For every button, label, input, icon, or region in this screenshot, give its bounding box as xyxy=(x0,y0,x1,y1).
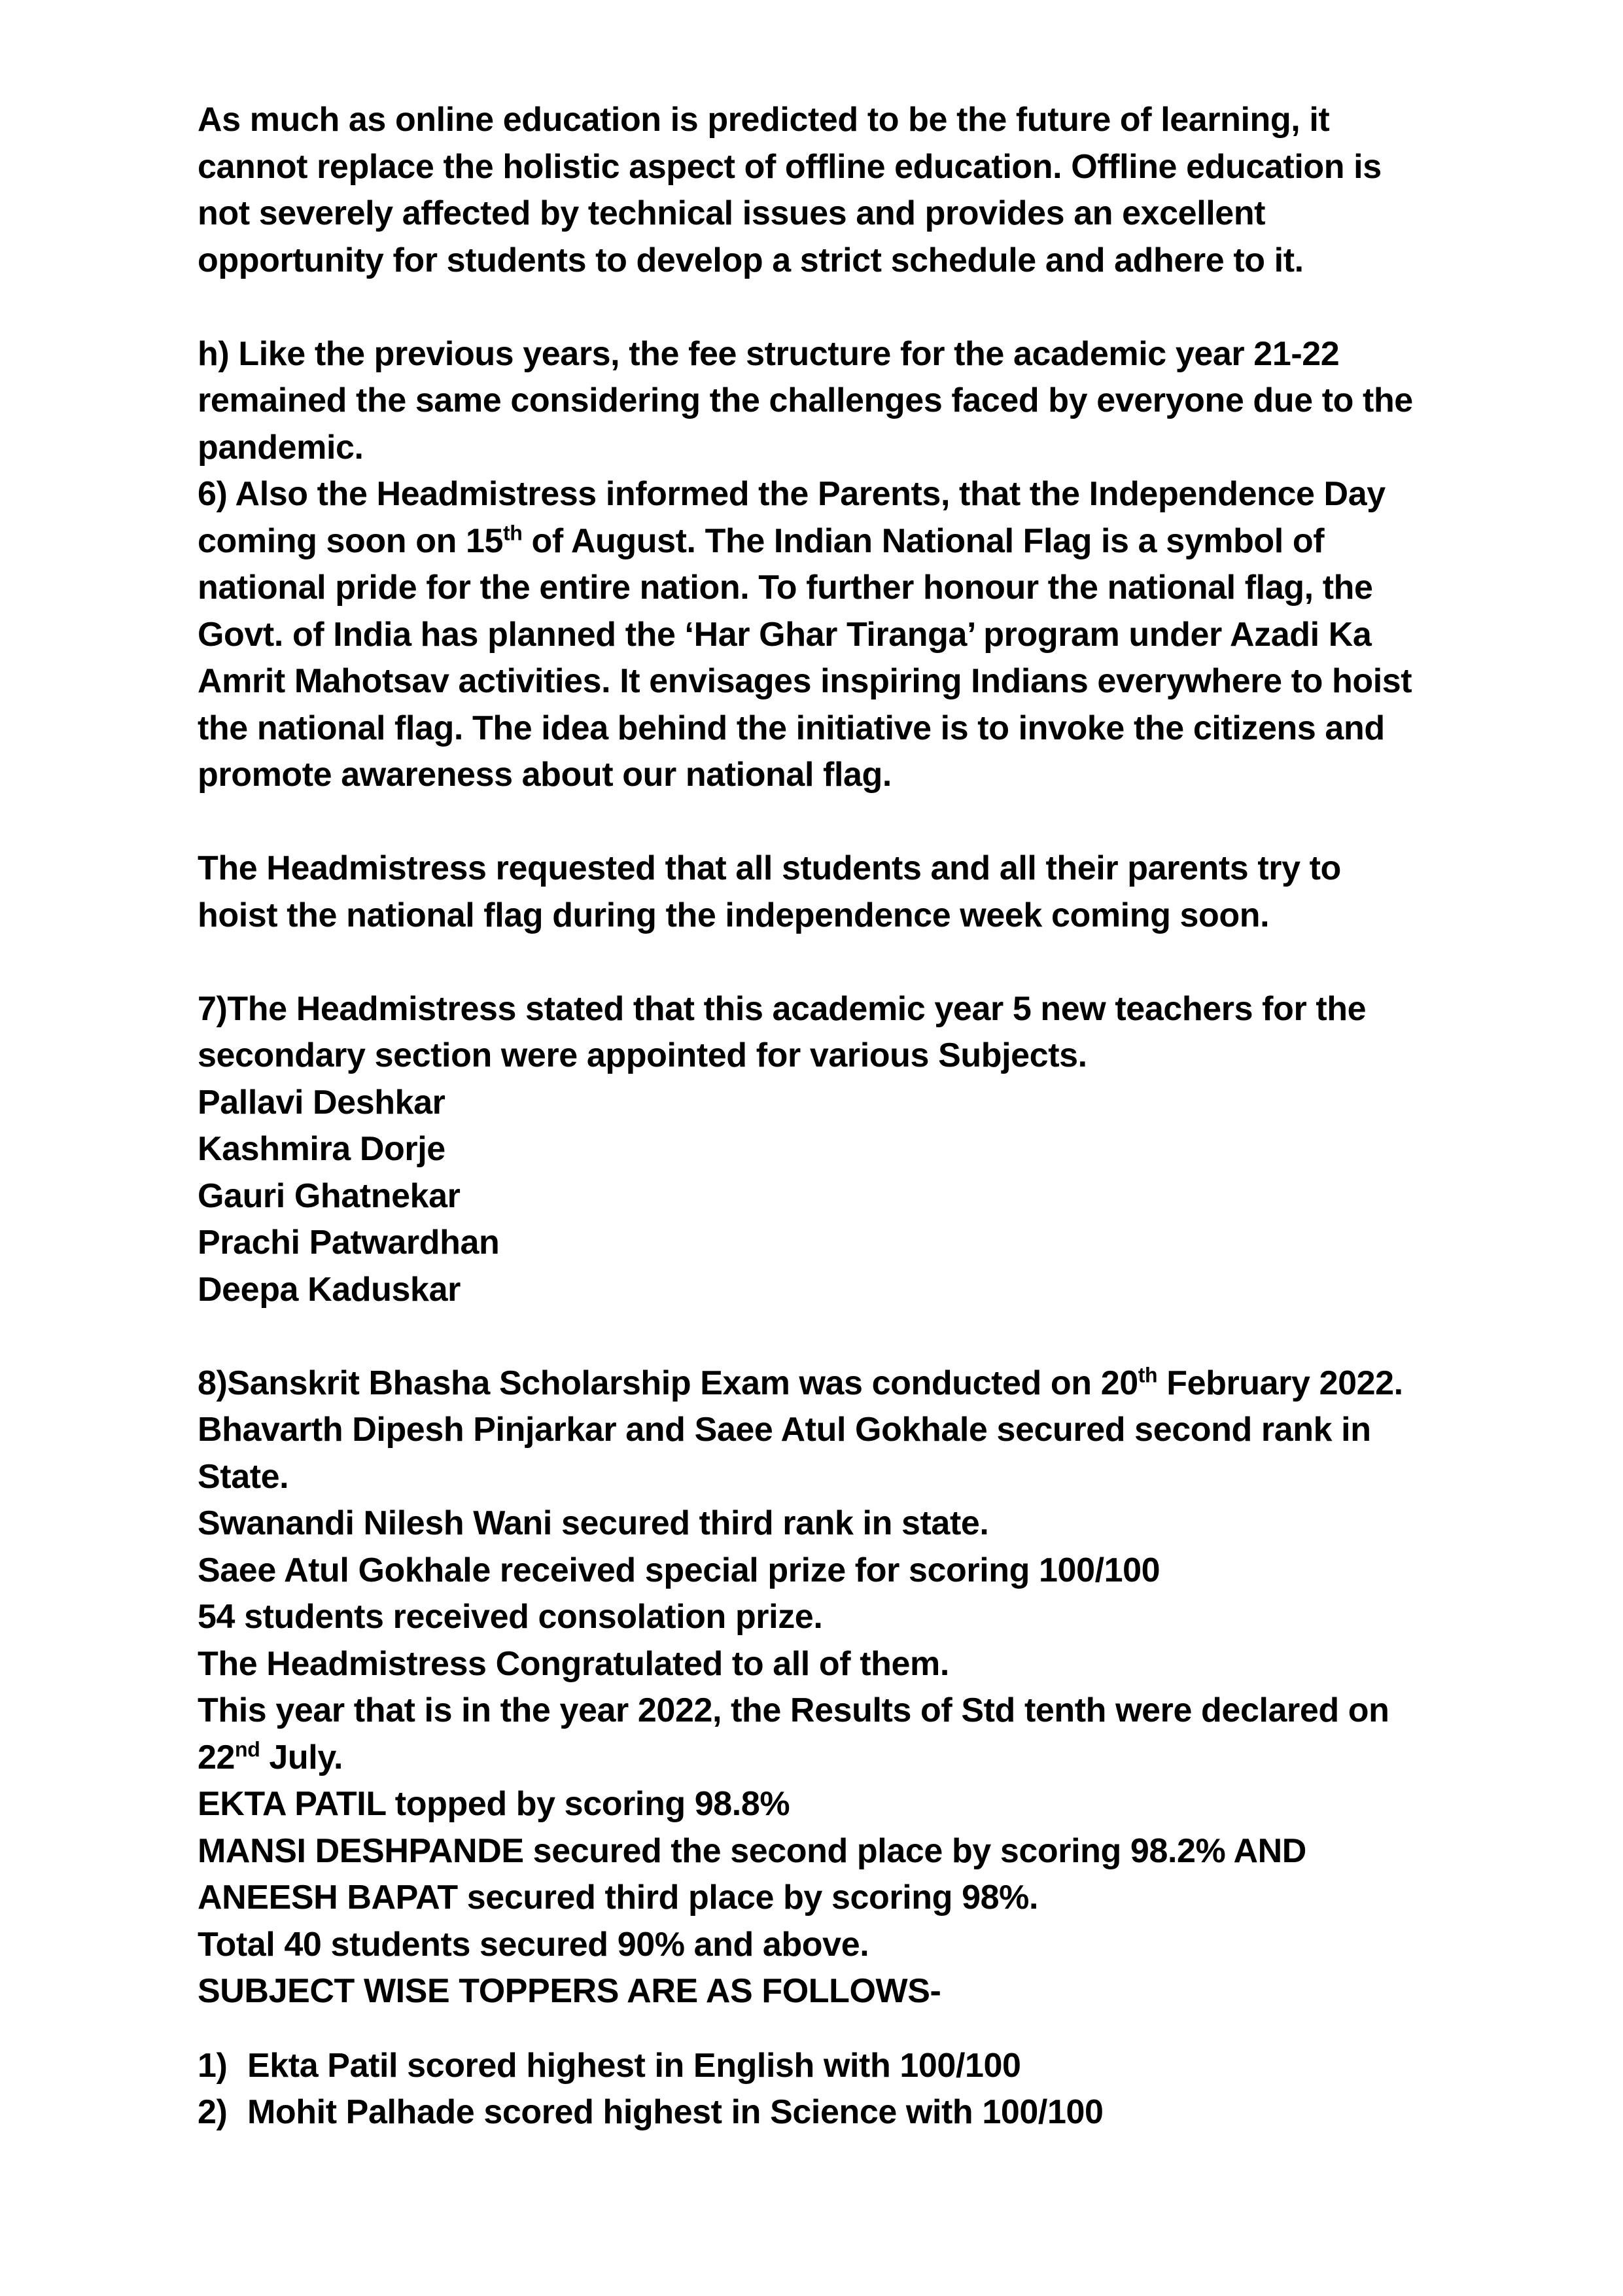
teacher-name: Deepa Kaduskar xyxy=(198,1270,461,1309)
text-line: cannot replace the holistic aspect of offline education. Offline education is xyxy=(198,147,1382,186)
text-line: promote awareness about our national flag. xyxy=(198,756,892,794)
text-line: MANSI DESHPANDE secured the second place by scoring 98.2% AND xyxy=(198,1831,1306,1870)
document-body xyxy=(198,97,1480,2136)
text-line: The Headmistress Congratulated to all of them. xyxy=(198,1644,949,1683)
text-fragment: of August. The Indian National Flag is a symbol of xyxy=(522,521,1325,560)
paragraph-online-education xyxy=(198,97,1480,284)
text-line: secondary section were appointed for various Subjects. xyxy=(198,1036,1087,1074)
text-fragment: coming soon on 15 xyxy=(198,521,504,560)
ordinal-suffix: nd xyxy=(235,1737,260,1761)
subject-toppers-list xyxy=(198,2043,1480,2136)
spacer xyxy=(198,1313,1480,1360)
text-line: EKTA PATIL topped by scoring 98.8% xyxy=(198,1785,790,1823)
list-number: 1) xyxy=(198,2046,228,2085)
teacher-name: Prachi Patwardhan xyxy=(198,1224,500,1262)
text-line: 7)The Headmistress stated that this academic year 5 new teachers for the xyxy=(198,989,1367,1028)
list-item-text: Mohit Palhade scored highest in Science with 100/100 xyxy=(247,2093,1104,2131)
spacer xyxy=(198,284,1480,331)
text-line xyxy=(198,518,1480,565)
text-line: 54 students received consolation prize. xyxy=(198,1598,823,1636)
text-line: Amrit Mahotsav activities. It envisages inspiring Indians everywhere to hoist xyxy=(198,662,1412,700)
text-line: Govt. of India has planned the ‘Har Ghar Tiranga’ program under Azadi Ka xyxy=(198,615,1372,654)
text-line xyxy=(198,1735,1480,1782)
text-line: pandemic. xyxy=(198,428,364,467)
spacer xyxy=(198,799,1480,846)
spacer xyxy=(198,2015,1480,2043)
list-item-text: Ekta Patil scored highest in English with 100/100 xyxy=(247,2046,1021,2085)
paragraph-7-new-teachers xyxy=(198,986,1480,1080)
teacher-list xyxy=(198,1080,1480,1314)
list-item xyxy=(198,2089,1480,2136)
text-line: State. xyxy=(198,1457,289,1496)
text-line: remained the same considering the challenges faced by everyone due to the xyxy=(198,381,1413,419)
teacher-name: Pallavi Deshkar xyxy=(198,1083,445,1122)
text-line: h) Like the previous years, the fee structure for the academic year 21-22 xyxy=(198,334,1340,373)
text-line: not severely affected by technical issues and provides an excellent xyxy=(198,194,1266,232)
text-line xyxy=(198,1360,1480,1407)
text-line: The Headmistress requested that all students and all their parents try to xyxy=(198,849,1341,887)
list-number: 2) xyxy=(198,2093,228,2131)
text-line: This year that is in the year 2022, the Results of Std tenth were declared on xyxy=(198,1691,1389,1729)
text-line: Saee Atul Gokhale received special prize for scoring 100/100 xyxy=(198,1551,1161,1589)
text-line: Total 40 students secured 90% and above. xyxy=(198,1925,869,1964)
text-line: national pride for the entire nation. To further honour the national flag, the xyxy=(198,569,1373,607)
teacher-name: Kashmira Dorje xyxy=(198,1130,445,1168)
text-line: SUBJECT WISE TOPPERS ARE AS FOLLOWS- xyxy=(198,1972,941,2010)
text-line: opportunity for students to develop a strict schedule and adhere to it. xyxy=(198,241,1304,279)
paragraph-8-exam-results xyxy=(198,1360,1480,2015)
list-item xyxy=(198,2043,1480,2090)
text-line: 6) Also the Headmistress informed the Parents, that the Independence Day xyxy=(198,475,1386,513)
paragraph-h-fee-structure xyxy=(198,331,1480,472)
text-line: ANEESH BAPAT secured third place by scoring 98%. xyxy=(198,1879,1038,1916)
text-line: Bhavarth Dipesh Pinjarkar and Saee Atul Gokhale secured second rank in xyxy=(198,1411,1371,1449)
text-line: As much as online education is predicted to be the future of learning, it xyxy=(198,101,1330,139)
text-fragment: 22 xyxy=(198,1738,236,1776)
teacher-name: Gauri Ghatnekar xyxy=(198,1176,461,1215)
ordinal-suffix: th xyxy=(503,521,523,545)
paragraph-6-independence-day xyxy=(198,471,1480,799)
ordinal-suffix: th xyxy=(1138,1363,1158,1387)
spacer xyxy=(198,939,1480,986)
text-line: hoist the national flag during the independence week coming soon. xyxy=(198,896,1270,934)
text-fragment: July. xyxy=(260,1738,343,1776)
text-fragment: 8)Sanskrit Bhasha Scholarship Exam was conducted on 20 xyxy=(198,1364,1138,1402)
paragraph-flag-request xyxy=(198,845,1480,939)
text-line: Swanandi Nilesh Wani secured third rank in state. xyxy=(198,1504,989,1542)
text-fragment: February 2022. xyxy=(1157,1364,1403,1402)
text-line: the national flag. The idea behind the initiative is to invoke the citizens and xyxy=(198,709,1385,747)
